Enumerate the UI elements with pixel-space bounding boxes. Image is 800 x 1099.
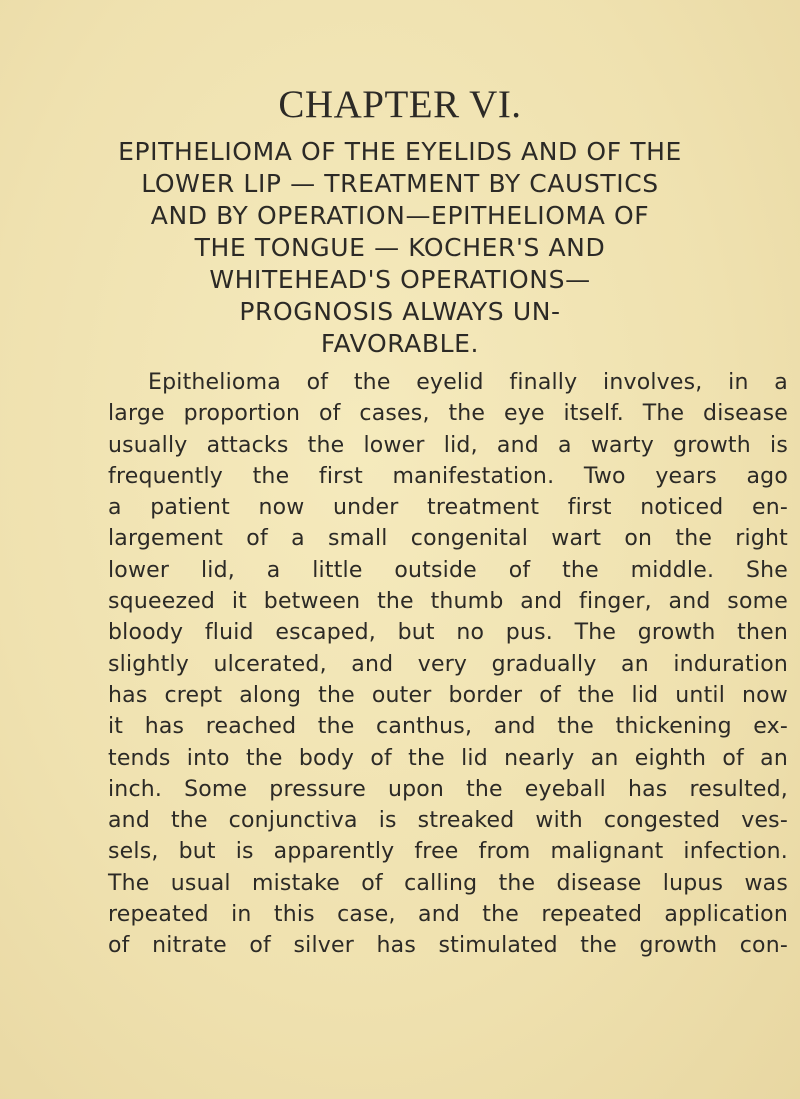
body-line: repeated in this case, and the repeated application: [108, 902, 788, 928]
body-line: usually attacks the lower lid, and a warty growth is: [108, 432, 788, 458]
heading-line: PROGNOSIS ALWAYS UN-: [239, 297, 561, 326]
body-line: of nitrate of silver has stimulated the growth con-: [108, 933, 788, 959]
chapter-heading: [0, 136, 800, 360]
body-line: sels, but is apparently free from malignant infection.: [108, 839, 788, 865]
body-line: The usual mistake of calling the disease lupus was: [108, 870, 788, 896]
body-line: lower lid, a little outside of the middle. She: [108, 557, 788, 583]
body-line: and the conjunctiva is streaked with congested ves-: [108, 808, 788, 834]
heading-line: THE TONGUE — KOCHER'S AND: [194, 233, 606, 262]
heading-line: AND BY OPERATION—EPITHELIOMA OF: [150, 201, 650, 230]
heading-line: LOWER LIP — TREATMENT BY CAUSTICS: [141, 169, 659, 198]
body-paragraph: [108, 367, 788, 962]
heading-line: WHITEHEAD'S OPERATIONS—: [209, 265, 591, 294]
body-line: it has reached the canthus, and the thickening ex-: [108, 714, 788, 740]
body-line: large proportion of cases, the eye itself. The disease: [108, 401, 788, 427]
chapter-title: CHAPTER VI.: [278, 83, 522, 126]
body-line: bloody fluid escaped, but no pus. The growth then: [108, 620, 788, 646]
body-line: tends into the body of the lid nearly an eighth of an: [108, 745, 788, 771]
body-line: a patient now under treatment first noticed en-: [108, 495, 788, 521]
body-line: frequently the first manifestation. Two years ago: [108, 463, 788, 489]
body-line: has crept along the outer border of the lid until now: [108, 682, 788, 708]
body-line: inch. Some pressure upon the eyeball has resulted,: [108, 776, 788, 802]
body-line: Epithelioma of the eyelid finally involves, in a: [148, 370, 788, 395]
body-line: squeezed it between the thumb and finger, and some: [108, 589, 788, 615]
heading-line: FAVORABLE.: [320, 329, 480, 358]
body-line: slightly ulcerated, and very gradually an induration: [108, 651, 788, 677]
body-line: largement of a small congenital wart on the right: [108, 526, 788, 552]
heading-line: EPITHELIOMA OF THE EYELIDS AND OF THE: [118, 137, 682, 166]
